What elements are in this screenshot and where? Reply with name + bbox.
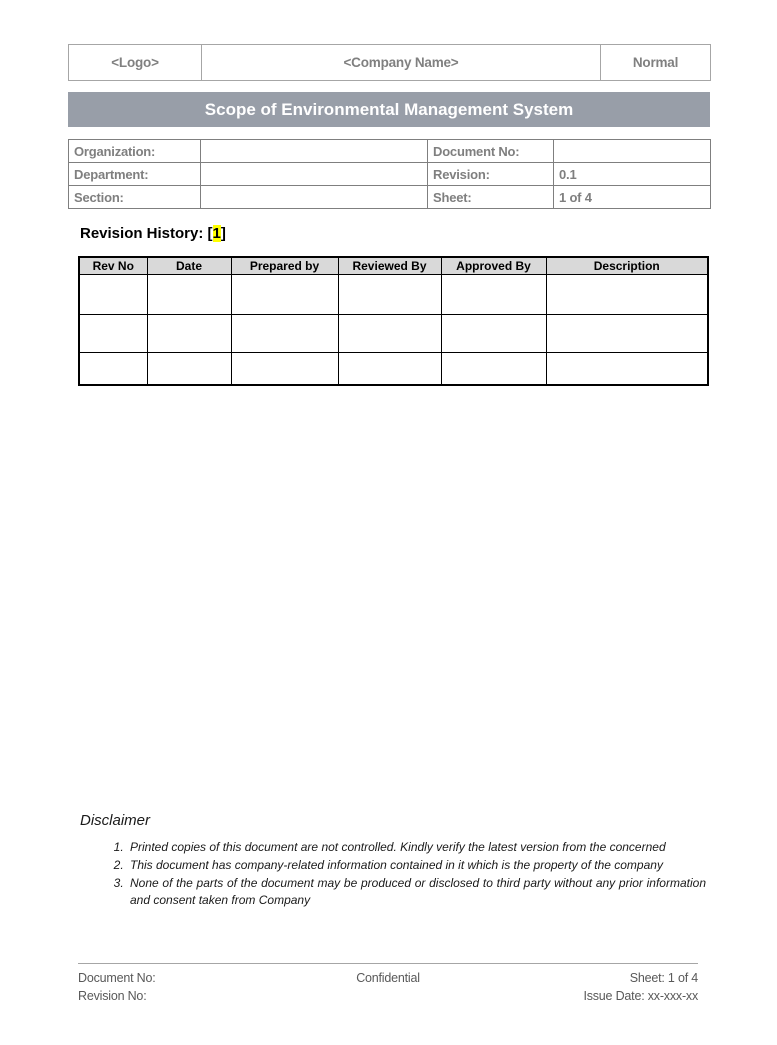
sheet-value: 1 of 4: [554, 186, 711, 209]
reference-number-highlighted: 1: [212, 225, 221, 242]
empty-cell: [441, 352, 546, 385]
empty-cell: [231, 274, 338, 314]
department-value: [201, 163, 428, 186]
revision-table-empty-row: [79, 352, 708, 385]
empty-cell: [441, 274, 546, 314]
revision-table-empty-row: [79, 274, 708, 314]
footer-center: [285, 969, 492, 1005]
empty-cell: [338, 314, 441, 352]
disclaimer-item: 1. Printed copies of this document are not controlled. Kindly verify the latest version from the concerned: [127, 839, 706, 856]
empty-cell: [147, 314, 231, 352]
revision-history-heading: [80, 225, 226, 242]
disclaimer-heading: Disclaimer: [80, 812, 151, 829]
col-header-rev-no: Rev No: [79, 257, 147, 274]
empty-cell: [231, 352, 338, 385]
section-label: Section:: [69, 186, 201, 209]
empty-cell: [546, 274, 708, 314]
disclaimer-list: [80, 839, 706, 909]
company-name-cell: <Company Name>: [202, 45, 601, 81]
footer-document-no: Document No:: [78, 971, 156, 985]
sheet-label: Sheet:: [428, 186, 554, 209]
department-label: Department:: [69, 163, 201, 186]
revision-table-empty-row: [79, 314, 708, 352]
header-row: [69, 45, 711, 81]
empty-cell: [231, 314, 338, 352]
footer-sheet: Sheet: 1 of 4: [629, 971, 699, 985]
revision-history-table: [78, 256, 709, 386]
reference-bracket-close: ]: [220, 225, 226, 242]
col-header-reviewed-by: Reviewed By: [338, 257, 441, 274]
disclaimer-item: 2. This document has company-related information contained in it which is the property of the company: [127, 857, 706, 874]
empty-cell: [546, 352, 708, 385]
organization-label: Organization:: [69, 140, 201, 163]
document-title-bar: Scope of Environmental Management System: [68, 92, 710, 127]
footer-revision-no: Revision No:: [78, 989, 147, 1003]
page-footer: [78, 963, 698, 1005]
col-header-approved-by: Approved By: [441, 257, 546, 274]
section-value: [201, 186, 428, 209]
revision-history-label: Revision History:: [80, 225, 204, 242]
footer-left: [78, 969, 285, 1005]
document-header-table: [68, 44, 711, 81]
disclaimer-item: 3. None of the parts of the document may be produced or disclosed to third party without any prior information and consent taken from Company: [127, 875, 706, 909]
empty-cell: [79, 352, 147, 385]
document-no-value: [554, 140, 711, 163]
revision-value: 0.1: [554, 163, 711, 186]
revision-label: Revision:: [428, 163, 554, 186]
empty-cell: [79, 314, 147, 352]
col-header-date: Date: [147, 257, 231, 274]
document-no-label: Document No:: [428, 140, 554, 163]
empty-cell: [79, 274, 147, 314]
disclaimer-section: [80, 812, 706, 910]
empty-cell: [147, 274, 231, 314]
document-info-table: [68, 139, 711, 209]
revision-table-header-row: [79, 257, 708, 274]
empty-cell: [546, 314, 708, 352]
footer-right: [491, 969, 698, 1005]
empty-cell: [338, 352, 441, 385]
footer-confidential: Confidential: [356, 971, 420, 985]
reference-bracket-open: [: [207, 225, 213, 242]
info-row-organization: [69, 140, 711, 163]
logo-placeholder-cell: <Logo>: [69, 45, 202, 81]
empty-cell: [441, 314, 546, 352]
col-header-description: Description: [546, 257, 708, 274]
empty-cell: [338, 274, 441, 314]
info-row-section: [69, 186, 711, 209]
classification-cell: Normal: [601, 45, 711, 81]
info-row-department: [69, 163, 711, 186]
empty-cell: [147, 352, 231, 385]
organization-value: [201, 140, 428, 163]
footer-issue-date: Issue Date: xx-xxx-xx: [583, 989, 699, 1003]
col-header-prepared-by: Prepared by: [231, 257, 338, 274]
